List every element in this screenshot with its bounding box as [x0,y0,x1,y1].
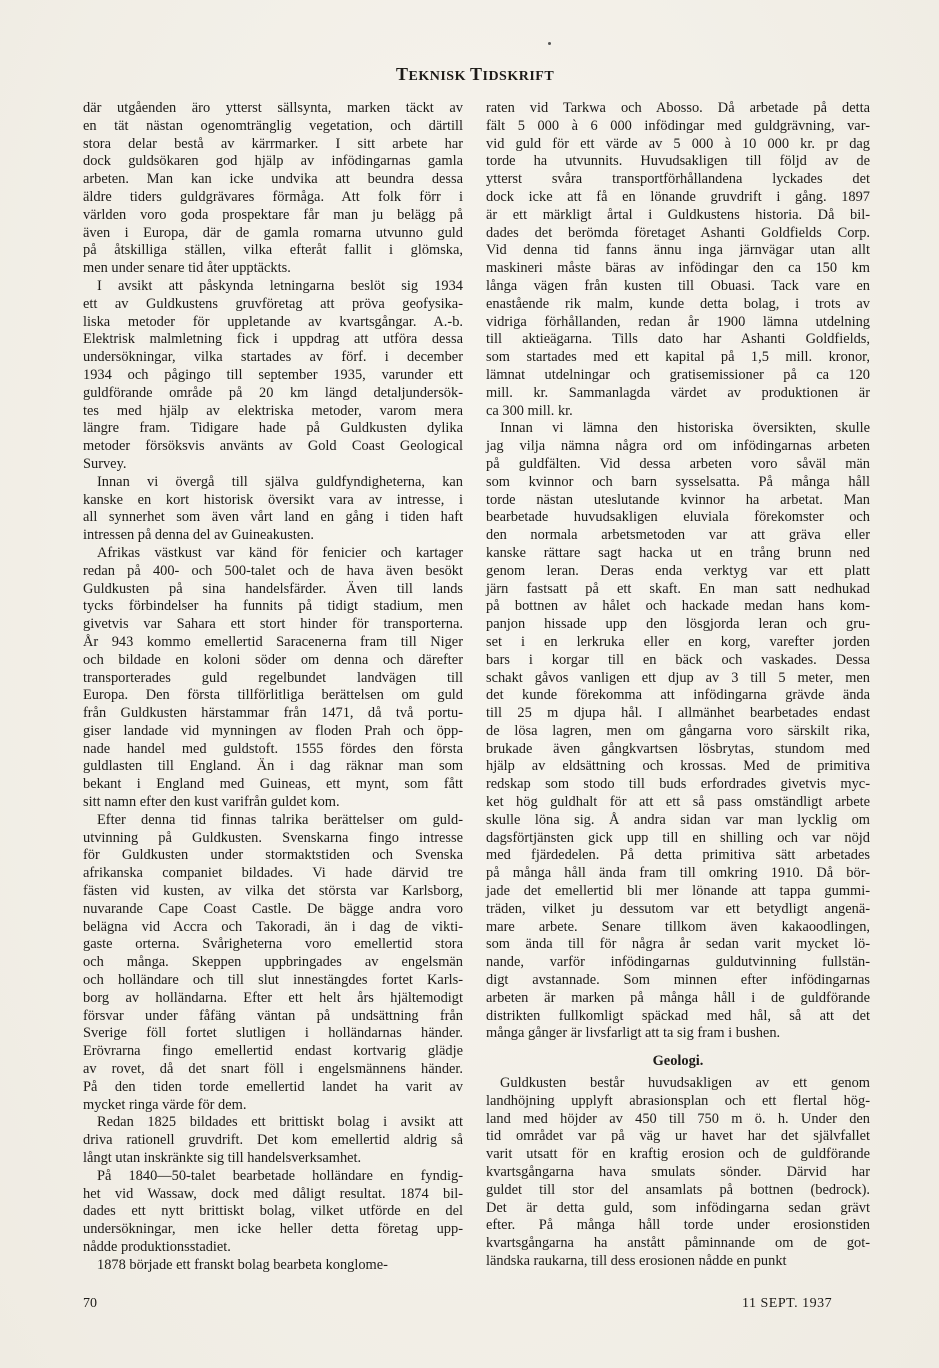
text-line: med fjärdedelen. På detta primitiva sätt arbetades [486,847,870,864]
text-line: försvar under fåfäng väntan på undsättning från [83,1007,463,1024]
text-line: dock icke att få en lönande gruvdrift i gång. 1897 [486,188,870,205]
text-line: guldförande område på 20 km längd detaljundersök- [83,384,463,401]
text-line: brukade även gångkvartsen lösbrytas, stundom med [486,740,870,757]
text-line: torde nästan uteslutande kvinnor ha arbetat. Man [486,491,870,508]
text-line: Innan vi övergå till själva guldfyndigheterna, kan [97,473,463,490]
text-line: schakt gåvos vanligen ett djup av 3 till 5 meter, men [486,669,870,686]
text-line: som ända till för några år sedan varit mycket lö- [486,936,870,953]
text-line: enastående rik malm, kunde detta bolag, i trots av [486,295,870,312]
text-line: som kvinnor och barn sysselsatta. På många håll [486,473,870,490]
text-line: Afrikas västkust var känd för fenicier och kartager [97,544,463,561]
text-line: och holländare och till slut innestängdes fortet Karls- [83,972,463,989]
text-line: jag vilja nämna några ord om infödingarnas arbeten [486,438,870,455]
text-line: på bottnen av hålet och hackade medan hans kom- [486,598,870,615]
text-line: kvartsgångarna hava smulats sönder. Därvid har [486,1164,870,1181]
text-line: som startades med ett kapital på 1,5 mill. kronor, [486,349,870,366]
text-line: skulle löna sig. Å andra sidan var man lycklig om [486,811,870,828]
page-number: 70 [83,1296,97,1311]
text-line: den normala arbetsmetoden var att gräva eller [486,527,870,544]
text-line: utvinning på Guldkusten. Svenskarna fingo intresse [83,829,463,846]
ink-dot [548,42,551,45]
text-line: mycket ringa värde för dem. [83,1096,247,1113]
text-line: vid guld för ett värde av 5 000 à 10 000 kr. pr dag [486,135,870,152]
text-line: kanske rättare sagt hacka ut en trång brunn ned [486,544,870,561]
text-line: digt avstannade. Som minnen efter infödingarnas [486,972,870,989]
text-line: världen voro goda prospektare får man ju belägg på [83,206,463,223]
text-line: lämnat utdelningar och gratisemissioner på ca 120 [486,366,870,383]
text-line: borg av holländarna. Efter ett helt års hjältemodigt [83,989,463,1006]
text-line: maskineri måste bäras av infödingar den ca 150 km [486,260,870,277]
text-line: Sverige föll fortet slutligen i holländarnas händer. [83,1025,463,1042]
text-line: Vid denna tid fanns ännu inga järnvägar utan allt [486,242,870,259]
spacer [486,1043,870,1053]
text-line: kvartsgångarna ha anstått påminnande om de got- [486,1235,870,1252]
text-line: kanske en kort historisk översikt vara av intresse, i [83,491,463,508]
text-line: undersökningar, men icke heller detta företag upp- [83,1221,463,1238]
text-line: redskap som stodo till buds erfordrades givetvis myc- [486,776,870,793]
text-line: de lösa lagren, men om gångarna voro särskilt rika, [486,722,870,739]
text-line: nande, varför infödingarnas guldutvinning fullstän- [486,954,870,971]
text-line: guldlasten till England. Än i dag räknar man som [83,758,463,775]
text-line: stora delar bestå av kärrmarker. I sitt arbete har [83,135,463,152]
text-line: På den tiden torde emellertid landet ha varit av [83,1078,463,1095]
text-line: set i en lerkruka eller en korg, varefter jorden [486,633,870,650]
text-line: på åtskilliga ställen, vilka efteråt fallit i glömska, [83,242,463,259]
text-line: för Guldkusten under stormaktstiden och Svenska [83,847,463,864]
text-line: guldet till stor del ansamlats på bottnen (bedrock). [486,1181,870,1198]
text-line: äldre tiders guldgrävares förmåga. Att folk förr i [83,188,463,205]
text-line: ländska raukarna, till dess erosionen nådde en punkt [486,1253,787,1269]
text-line: distrikten fullkomligt späckad med hål, så att det [486,1007,870,1024]
text-line: många gånger är livsfarligt att ta sig fram i bushen. [486,1025,781,1042]
text-line: längre fram. Tidigare hade på Guldkusten dylika [83,420,463,437]
text-line: träden, vilket ju dessutom var ett betydligt angenä- [486,900,870,917]
text-line: järn fastsatt på ett skaft. En man satt nedhukad [486,580,870,597]
text-line: afrikanska companiet bildades. Vi hade därvid tre [83,865,463,882]
text-line: nuvarande Cape Coast Castle. De bägge andra voro [83,900,463,917]
text-line: het vid Wassaw, dock med dåligt resultat. 1874 bil- [83,1185,463,1202]
text-line: intressen på denna del av Guineakusten. [83,527,314,544]
text-line: panjon hissade upp den lösgjorda leran och gru- [486,616,870,633]
right-column [486,100,870,1271]
text-line: av rovet, då det snart föll i engelsmännens händer. [83,1061,463,1078]
text-line: landhöjning upplyft abrasionsplan och ett flertal hög- [486,1092,870,1109]
text-line: på guldfälten. Vid dessa arbeten voro såväl män [486,455,870,472]
text-line: och bildade en koloni söder om denna och därefter [83,651,463,668]
text-line: Survey. [83,455,127,472]
text-line: en tät nästan ogenomtränglig vegetation, och därtill [83,117,463,134]
text-line: I avsikt att påskynda letningarna beslöt sig 1934 [97,277,463,294]
text-line: fästen vid kusten, av vilka det största var Karlsborg, [83,883,463,900]
text-line: arbeten är marken på många håll i de guldförande [486,989,870,1006]
text-line: långt utan inskränkte sig till handelsverksamhet. [83,1150,362,1167]
text-line: metoder försöksvis använts av Gold Coast Geological [83,438,463,455]
text-line: på många håll ända fram till omkring 1910. Då bör- [486,865,870,882]
text-line: bekant i England med Guineas, ett mynt, som fått [83,776,463,793]
text-line: genom leran. Deras enda verktyg var ett platt [486,562,870,579]
text-line: och många. Skeppen uppbringades av engelsmän [83,954,463,971]
text-line: men under senare tid åter upptäckts. [83,260,291,277]
text-line: Redan 1825 bildades ett brittiskt bolag i avsikt att [97,1114,463,1131]
text-line: gaste orterna. Svårigheterna voro emellertid stora [83,936,463,953]
text-line: ytterst svåra transportförhållandena lyckades det [486,171,870,188]
text-line: från Guldkusten härstammar från 1471, då två portu- [83,705,463,722]
text-line: undersökningar, vilka startades av förf. i december [83,349,463,366]
text-line: torde ha utvunnits. Huvudsakligen till följd av de [486,153,870,170]
text-line: liska metoder för uppletande av kvartsgångar. A.-b. [83,313,463,330]
text-line: belägna vid Accra och Takoradi, än i dag de vikti- [83,918,463,935]
text-line: efter. På många håll torde under erosionstiden [486,1217,870,1234]
issue-date: 11 SEPT. 1937 [742,1296,833,1311]
text-line: jade det emellertid bli mer lönande att tappa gummi- [486,883,870,900]
text-line: År 943 kommo emellertid Saracenerna fram till Niger [83,633,463,650]
text-line: bearbetade huvudsakligen eluviala förekomster och [486,509,870,526]
text-line: giser landade vid mynningen av floden Prah och öpp- [83,722,463,739]
section-heading: Geologi. [652,1053,704,1070]
text-line: mare arbete. Senare tillkom även kakaoodlingen, [486,918,870,935]
text-line: är ett märkligt årtal i Guldkustens historia. Då bil- [486,206,870,223]
text-line: 1878 började ett franskt bolag bearbeta konglome- [97,1256,388,1273]
text-line: 1934 och pågingo till september 1935, varunder ett [83,366,463,383]
text-line: arbeten. Man kan icke undvika att beundra dessa [83,171,463,188]
text-line: transporterades guld regelbundet landvägen till [83,669,463,686]
text-line: Efter denna tid finnas talrika berättelser om guld- [97,811,463,828]
text-line: vidriga förhållanden, redan år 1900 lämna utdelning [486,313,870,330]
text-line: fält 5 000 à 6 000 infödingar med guldgrävning, var- [486,117,870,134]
text-line: all synnerhet som även vårt land en gång i tiden haft [83,509,463,526]
text-line: land med höjder av 450 till 750 m ö. h. Under den [486,1110,870,1127]
text-line: Guldkusten består huvudsakligen av ett genom [500,1075,870,1092]
text-line: till 25 m djupa hål. I allmänhet bearbetades endast [486,705,870,722]
text-line: dades det berömda företaget Ashanti Goldfields Corp. [486,224,870,241]
text-line: Europa. Den första tillförlitliga berättelsen om guld [83,687,463,704]
text-line: raten vid Tarkwa och Abosso. Då arbetade på detta [486,100,870,116]
left-column [83,100,463,1275]
text-line: där utgåenden äro ytterst sällsynta, marken täckt av [83,100,463,116]
journal-title: TEKNISK TIDSKRIFT [396,64,555,84]
text-line: tid området var på väg ur havet har det självfallet [486,1128,870,1145]
text-line: dades ett nytt brittiskt bolag, vilket utförde en del [83,1203,463,1220]
text-line: bars i korgar till en bäck och vaskades. Dessa [486,651,870,668]
text-line: sitt namn efter den kust varifrån guldet kom. [83,794,340,811]
text-line: hjälp av eldsättning och krossas. Med de primitiva [486,758,870,775]
text-line: varit utsatt för en kraftig erosion och de guldförande [486,1146,870,1163]
text-line: Elektrisk malmletning fick i uppdrag att utföra dessa [83,331,463,348]
text-line: På 1840—50-talet bearbetade holländare en fyndig- [97,1167,463,1184]
text-line: långa vägen från kusten till Obuasi. Tack vare en [486,277,870,294]
text-line: dagsförtjänsten gick upp till en shilling och var nöjd [486,829,870,846]
text-line: givetvis var Sahara ett stort hinder för transporterna. [83,616,463,633]
text-line: till aktieägarna. Tills dato har Ashanti Goldfields, [486,331,870,348]
text-line: Innan vi lämna den historiska översikten, skulle [500,420,870,437]
text-line: Erövrarna fingo emellertid endast kortvarig glädje [83,1043,463,1060]
text-line: redan på 400- och 500-talet och de hava även besökt [83,562,463,579]
text-line: ca 300 mill. kr. [486,402,573,419]
text-line: nådde produktionsstadiet. [83,1239,231,1255]
text-line: nade handel med guldstoft. 1555 fördes den första [83,740,463,757]
text-line: ett av Guldkustens gruvföretag att pröva geofysika- [83,295,463,312]
text-line: även i Europa, där de gamla romarna utvunno guld [83,224,463,241]
text-line: tycks förbindelser ha funnits på tidigt stadium, men [83,598,463,615]
text-line: Guldkusten på sina handelsfärder. Även till lands [83,580,463,597]
text-line: Det är detta guld, som infödingarna sedan grävt [486,1199,870,1216]
text-line: det kunde förekomma att infödingarna grävde ända [486,687,870,704]
text-line: driva rationell gruvdrift. Det kom emellertid aldrig så [83,1132,463,1149]
text-line: mill. kr. Sammanlagda värdet av produktionen är [486,384,870,401]
text-line: tes med hjälp av elektriska metoder, varom mera [83,402,463,419]
text-line: dock guldsökaren god hjälp av infödingarnas gamla [83,153,463,170]
text-line: ket hög guldhalt för att ett så pass omständligt arbete [486,794,870,811]
